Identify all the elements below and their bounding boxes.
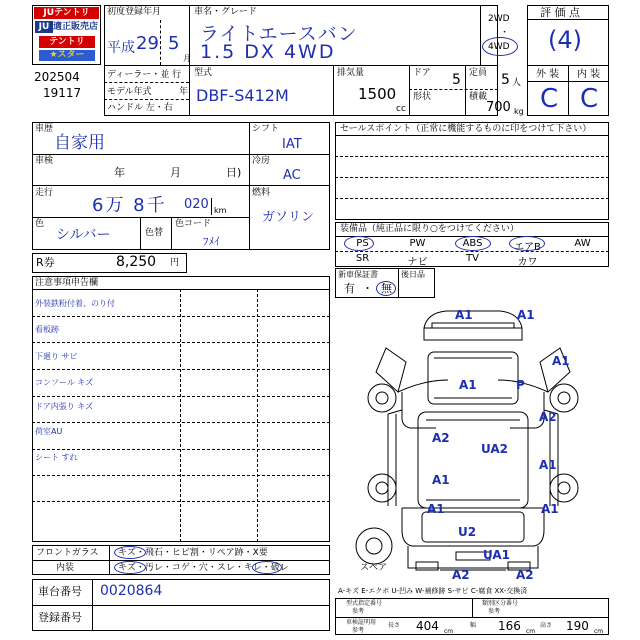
mileage-unit: km [214, 206, 227, 215]
damage-roof: UA2 [481, 442, 509, 456]
displacement-unit: cc [396, 104, 406, 114]
fuel-label: 燃料 [252, 188, 271, 198]
color-label: 色 [35, 219, 45, 229]
model-year-label: モデル年式 [107, 87, 152, 97]
shift-label: シフト [252, 124, 280, 134]
height-unit: cm [594, 628, 604, 635]
damage-back-door: U2 [458, 525, 477, 539]
inspection-month: 月 [170, 166, 181, 179]
note-item-5: ドア内張り キズ [35, 402, 94, 411]
spare-label: スペア [360, 563, 388, 573]
note-item-1: 外装鉄粉付着、のり付 [35, 299, 115, 308]
color-change-label: 色替 [145, 228, 164, 238]
front-glass-text: キズ・飛石・ヒビ割・リペア跡・X要 [118, 548, 268, 558]
equipment-title: 装備品（純正品に限り○をつけてください） [340, 224, 519, 234]
reg-year: 29 [136, 33, 159, 54]
recycle-box [32, 253, 187, 273]
damage-right-door-front: A2 [539, 410, 557, 424]
damage-front-left: A1 [455, 308, 473, 322]
reg-month: 5 [168, 33, 180, 54]
equip-abs-circle [455, 236, 491, 251]
height-label: 高さ [540, 622, 553, 629]
length-value: 404 [416, 619, 439, 633]
score-label: 評 価 点 [540, 6, 580, 19]
mileage-sub: 020 [184, 197, 209, 212]
equip-ps-circle [344, 236, 374, 251]
equip-abs: ABS [462, 238, 483, 249]
registration-label: 登録番号 [38, 611, 82, 624]
logo-tentori: テントリ [39, 36, 95, 48]
sales-points-box [335, 122, 609, 220]
capacity-label: 定員 [469, 68, 488, 78]
equip-aw: AW [574, 238, 591, 249]
glass-scratch-circle [114, 546, 146, 559]
damage-rear-left: A2 [452, 568, 470, 582]
equip-sr: SR [355, 253, 370, 264]
cert-label: 車検証明用 [346, 619, 377, 626]
warranty-new-label: 新車保証書 [338, 270, 378, 279]
mileage-main: 6万 8千 [92, 195, 167, 216]
width-unit: cm [526, 628, 536, 635]
drive-4wd-circle [482, 37, 518, 56]
logo-ju-tentori: JUテントリ [34, 7, 99, 19]
capacity-value: 5 [501, 72, 510, 88]
usage-value: 自家用 [54, 133, 105, 153]
car-grade: 1.5 DX 4WD [200, 41, 336, 63]
interior-grade: C [580, 84, 599, 114]
fuel-value: ガソリン [262, 210, 315, 225]
reg-month-unit: 月 [183, 54, 191, 63]
type-label: 型式 [194, 68, 213, 78]
note-item-7: シート すれ [35, 453, 78, 462]
damage-rear-bumper: UA1 [483, 548, 511, 562]
interior-wear-circle [252, 561, 282, 574]
width-value: 166 [498, 619, 521, 633]
length-unit: cm [444, 628, 454, 635]
exterior-label: 外 装 [536, 69, 560, 80]
car-name-label: 車名・グレード [194, 7, 258, 17]
warranty-no-circle [376, 281, 396, 296]
ac-value: AC [283, 168, 301, 183]
class-sub: 参考 [488, 608, 501, 615]
lot-number: 19117 [43, 86, 82, 100]
damage-right-fender: A1 [552, 354, 570, 368]
damage-left-rear: A1 [432, 473, 450, 487]
logo-box [32, 5, 101, 65]
drive-dot: ・ [500, 28, 510, 38]
damage-left-quarter: A1 [427, 502, 445, 516]
warranty-yes: 有 [344, 282, 355, 295]
lot-prefix: 202504 [34, 70, 80, 84]
interior-condition-text: キズ・汚レ・コゲ・穴・スレ・キレ・破レ [118, 563, 289, 573]
door-label: ドア [413, 68, 431, 78]
equip-leather: カワ [517, 257, 538, 268]
chassis-value: 0020864 [100, 583, 163, 599]
dealer-label: ディーラー・並 行 [107, 70, 182, 80]
note-item-3: 下廻り サビ [35, 352, 78, 361]
type-value: DBF-S412M [196, 86, 289, 105]
reg-era: 平成 [107, 40, 135, 56]
inspection-day: 日) [226, 166, 242, 179]
load-label: 積載 [469, 92, 488, 102]
door-value: 5 [452, 72, 461, 88]
interior-condition-label: 内装 [56, 563, 75, 573]
color-code-value: ﾌﾒｲ [203, 235, 220, 248]
damage-rear-right: A2 [516, 568, 534, 582]
equip-airbag-circle [509, 236, 545, 251]
score-value: (4) [548, 26, 582, 54]
note-item-6: 荷室AU [35, 427, 63, 436]
usage-label: 車歴 [35, 124, 54, 134]
model-year-unit: 年 [179, 87, 189, 97]
warranty-no: 無 [381, 282, 392, 295]
logo-ju-mark: JU [35, 21, 53, 33]
damage-hood-right: P [516, 378, 525, 392]
first-reg-label: 初度登録年月 [107, 7, 162, 17]
car-name: ライトエースバン [200, 23, 358, 45]
damage-legend: A-キズ E-エクボ U-凹み W-補修跡 S-サビ C-腐食 XX-交換済 [338, 587, 528, 595]
damage-front-right: A1 [517, 308, 535, 322]
approval-sub: 参考 [352, 608, 365, 615]
color-value: シルバー [56, 227, 111, 243]
recycle-unit: 円 [170, 258, 180, 268]
chassis-label: 車台番号 [38, 585, 82, 598]
handle-label: ハンドル 左・右 [107, 103, 173, 113]
length-label: 長さ [388, 622, 401, 629]
displacement-value: 1500 [358, 85, 397, 103]
exterior-grade: C [540, 84, 559, 114]
approval-label: 型式指定番号 [346, 600, 383, 607]
equip-ps: PS [356, 238, 369, 249]
inspection-year: 年 [114, 166, 125, 179]
displacement-label: 排気量 [337, 68, 365, 78]
drive-4wd: 4WD [488, 42, 510, 52]
recycle-value: 8,250 [116, 254, 157, 270]
shape-label: 形状 [413, 92, 432, 102]
equip-airbag: エアB [514, 242, 541, 253]
interior-scratch-circle [114, 561, 146, 574]
damage-left-door: A2 [432, 431, 450, 445]
sales-points-title: セールスポイント（正常に機能するものに印をつけて下さい） [340, 124, 592, 134]
class-label: 類別区分番号 [482, 600, 519, 607]
logo-dealer: 適正販売店 [53, 22, 99, 32]
note-item-2: 看板跡 [35, 325, 59, 334]
warranty-dot: ・ [362, 282, 373, 295]
recycle-label: R券 [36, 256, 55, 269]
damage-right-door-rear: A1 [539, 458, 557, 472]
equip-navi: ナビ [407, 257, 428, 268]
mileage-label: 走行 [35, 188, 54, 198]
notes-title: 注意事項申告欄 [35, 278, 99, 288]
load-value: 700 [486, 100, 511, 115]
damage-hood-left: A1 [459, 378, 477, 392]
width-label: 幅 [470, 622, 477, 629]
note-item-4: コンソール キズ [35, 378, 94, 387]
equip-tv: TV [466, 253, 479, 264]
load-unit: kg [514, 107, 524, 116]
shift-value: IAT [282, 137, 302, 152]
equip-pw: PW [409, 238, 426, 249]
color-code-label: 色コード [175, 219, 212, 229]
height-value: 190 [566, 619, 589, 633]
front-glass-label: フロントガラス [36, 548, 99, 558]
ac-label: 冷房 [252, 156, 271, 166]
inspection-label: 車検 [35, 156, 54, 166]
cert-sub: 参考 [352, 627, 365, 634]
logo-star: ★スター [39, 50, 95, 61]
drive-2wd: 2WD [488, 14, 510, 24]
damage-right-quarter: A1 [541, 502, 559, 516]
interior-label: 内 装 [577, 69, 601, 80]
warranty-after-label: 後日品 [401, 270, 425, 279]
capacity-unit: 人 [512, 78, 522, 88]
car-diagram [336, 300, 610, 585]
